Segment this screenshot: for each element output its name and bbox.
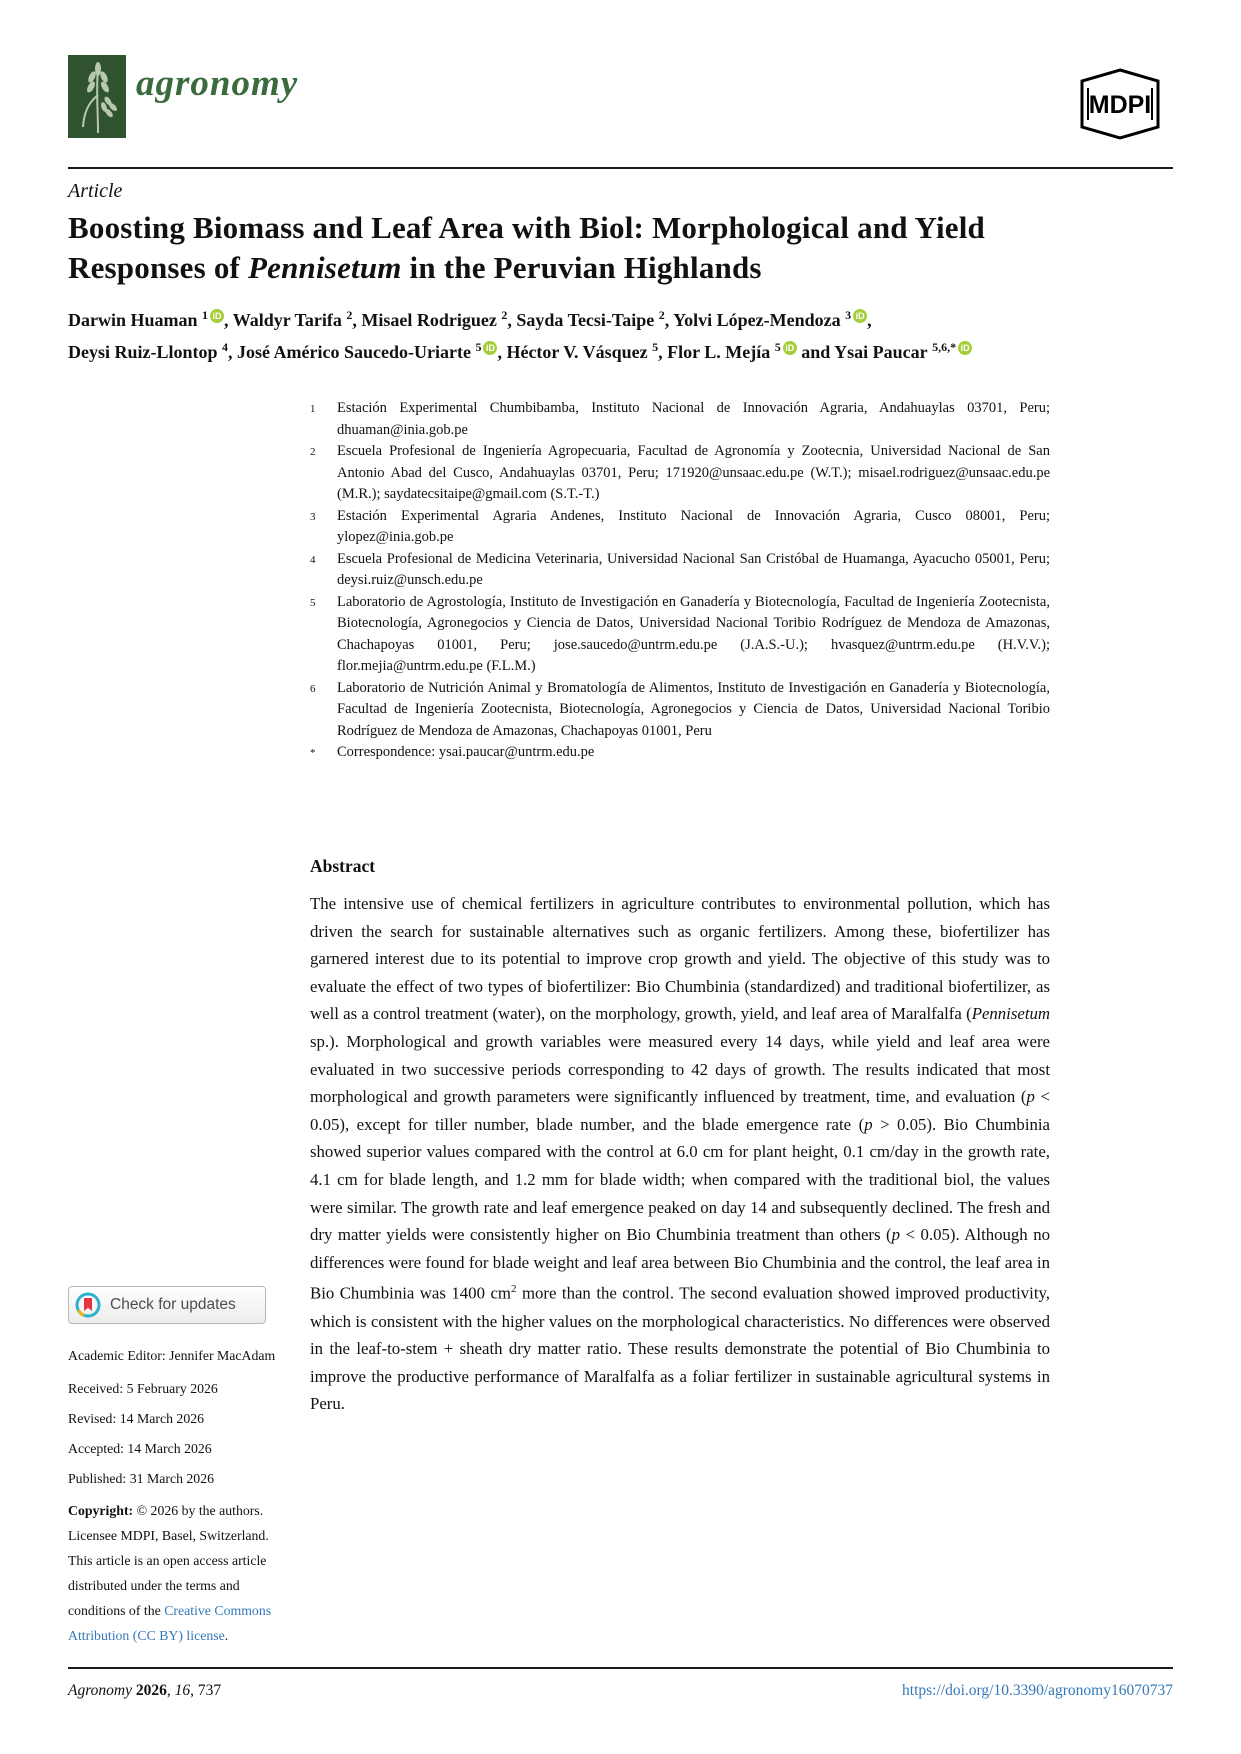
affiliation-list — [310, 398, 1050, 765]
svg-text:MDPI: MDPI — [1088, 91, 1152, 119]
author-name: Ysai Paucar $^{5,6,*}$ iD — [834, 342, 972, 362]
affiliation-number: 1 — [310, 403, 316, 415]
affiliation-number: 2 — [310, 446, 316, 458]
history-dates — [68, 1378, 282, 1489]
wheat-icon — [68, 55, 126, 138]
footer-citation: Agronomy 2026, 16, 737 — [68, 1682, 222, 1699]
author-name: Waldyr Tarifa $^2$ — [232, 308, 353, 330]
author-name: José Américo Saucedo-Uriarte $^5$ iD — [237, 342, 497, 362]
agronomy-journal-logo — [68, 55, 126, 138]
mdpi-hexagon-icon — [1066, 68, 1174, 140]
affiliation-text: Estación Experimental Agraria Andenes, Instituto Nacional de Innovación Agraria, Cusco 08001, Peru; ylopez@inia.gob.pe — [337, 507, 1050, 545]
affiliation-number: 6 — [310, 682, 316, 695]
author-name: Sayda Tecsi-Taipe $^2$ — [516, 308, 665, 330]
affiliation-text: Laboratorio de Nutrición Animal y Bromatología de Alimentos, Instituto de Investigación en Ganadería y Biotecnología, Facultad de Ingeniería Zootecnista, Biotecnología, Agronegocios y Ciencia de Datos, Universidad Nacional Toribio Rodríguez de Mendoza de Amazonas, Chachapoyas 01001, Peru — [337, 679, 1050, 739]
article-meta-sidebar — [68, 1286, 282, 1648]
academic-editor: Academic Editor: Jennifer MacAdam — [68, 1348, 276, 1363]
affiliation-number: 5 — [310, 596, 316, 609]
abstract-text: The intensive use of chemical fertilizers in agriculture contributes to environmental pollution, which has driven the search for sustainable alternatives such as organic fertilizers. Among these, biofertilizer has garnered interest due to its potential to improve crop growth and yield. The objective of this study was to evaluate the effect of two types of biofertilizer: Bio Chumbinia (standardized) and traditional biofertilizer, as well as a control treatment (water), on the morphology, growth, yield, and leaf area of Maralfalfa (Pennisetum sp.). Morphological and growth variables were measured every 14 days, while yield and leaf area were evaluated in two successive periods corresponding to 42 days of growth. The results indicated that most morphological and growth parameters were significantly influenced by treatment, time, and evaluation (p < 0.05), except for tiller number, blade number, and the blade emergence rate (p > 0.05). Bio Chumbinia showed superior values compared with the control at 6.0 cm for plant height, 0.1 cm/day in the growth rate, 4.1 cm for blade length, and 1.2 mm for blade width; when compared with the traditional biol, the values were similar. The growth rate and leaf emergence peaked on day 14 and subsequently declined. The fresh and dry matter yields were consistently higher on Bio Chumbinia treatment than others (p < 0.05). Although no differences were found for blade weight and leaf area between Bio Chumbinia and the control, the leaf area in Bio Chumbinia was 1400 $cm^2$ more than the control. The second evaluation showed improved productivity, which is consistent with the higher values on the morphological characteristics. No differences were observed in the leaf-to-stem + sheath dry matter ratio. These results demonstrate the potential of Bio Chumbinia to improve the productive performance of Maralfalfa as a foliar fertilizer in sustainable agricultural systems in Peru. — [310, 894, 1050, 1414]
crossmark-icon — [75, 1292, 101, 1318]
affiliation-text: Escuela Profesional de Ingeniería Agropecuaria, Facultad de Agronomía y Zootecnia, Universidad Nacional de San Antonio Abad del Cusco, Andahuaylas 03701, Peru; 171920@unsaac.edu.pe (W.T.); misael.rodriguez@unsaac.edu.pe (M.R.); saydatecsitaipe@gmail.com (S.T.-T.) — [337, 443, 1050, 502]
article-type-label: Article — [68, 180, 123, 202]
author-name: Héctor V. Vásquez $^5$ — [506, 340, 659, 362]
affiliation-number: * — [310, 747, 316, 759]
affiliation-text: Estación Experimental Chumbibamba, Instituto Nacional de Innovación Agraria, Andahuaylas 03701, Peru; dhuaman@inia.gob.pe — [337, 400, 1050, 438]
page-footer — [68, 1682, 1173, 1700]
affiliation-item — [310, 678, 1050, 743]
orcid-icon[interactable]: iD — [210, 309, 224, 323]
author-name: Deysi Ruiz-Llontop $^4$ — [68, 340, 229, 362]
affiliation-item — [310, 398, 1050, 441]
copyright-notice: Copyright: © 2026 by the authors. Licensee MDPI, Basel, Switzerland. This article is an open access article distributed under the terms and conditions of the Creative Commons Attribution (CC BY) license. — [68, 1503, 272, 1643]
history-date: Accepted: 14 March 2026 — [68, 1441, 212, 1456]
page-title: Boosting Biomass and Leaf Area with Biol: Morphological and Yield Responses of Pennisetum in the Peruvian Highlands — [68, 210, 985, 285]
affiliation-item — [310, 592, 1050, 678]
check-for-updates-label: Check for updates — [110, 1296, 236, 1313]
affiliation-text: Laboratorio de Agrostología, Instituto de Investigación en Ganadería y Biotecnología, Facultad de Ingeniería Zootecnista, Biotecnología, Agronegocios y Ciencia de Datos, Universidad Nacional Toribio Rodríguez de Mendoza de Amazonas, Chachapoyas 01001, Peru; jose.saucedo@untrm.edu.pe (J.A.S.-U.); hvasquez@untrm.edu.pe (H.V.V.); flor.mejia@untrm.edu.pe (F.L.M.) — [337, 593, 1050, 674]
orcid-icon[interactable]: iD — [483, 341, 497, 355]
author-name: Flor L. Mejía $^5$ iD — [667, 342, 797, 362]
license-link[interactable]: Creative Commons Attribution (CC BY) license — [68, 1603, 272, 1643]
history-date: Revised: 14 March 2026 — [68, 1411, 205, 1426]
orcid-icon[interactable]: iD — [783, 341, 797, 355]
author-list: Darwin Huaman $^1$ iD , Waldyr Tarifa $^2$, Misael Rodriguez $^2$, Sayda Tecsi-Taipe $^2$, Yolvi López-Mendoza $^3$ iD , Deysi Ruiz-Llontop $^4$, José Américo Saucedo-Uriarte $^5$ iD , Héctor V. Vásquez $^5$, Flor L. Mejía $^5$ iD and Ysai Paucar $^{5,6,*}$ iD — [68, 302, 1078, 366]
affiliation-number: 3 — [310, 510, 316, 523]
affiliation-text: Escuela Profesional de Medicina Veterinaria, Universidad Nacional San Cristóbal de Huamanga, Ayacucho 05001, Peru; deysi.ruiz@unsch.edu.pe — [337, 550, 1050, 588]
affiliation-number: 4 — [310, 553, 316, 566]
footer-divider — [68, 1667, 1173, 1669]
affiliation-item — [310, 549, 1050, 592]
affiliation-item — [310, 506, 1050, 549]
abstract-heading: Abstract — [310, 856, 376, 876]
author-name: Misael Rodriguez $^2$ — [361, 308, 508, 330]
history-date: Published: 31 March 2026 — [68, 1471, 215, 1486]
history-date: Received: 5 February 2026 — [68, 1381, 218, 1396]
affiliation-text: Correspondence: ysai.paucar@untrm.edu.pe — [337, 744, 595, 760]
header-divider — [68, 167, 1173, 169]
orcid-icon[interactable]: iD — [853, 309, 867, 323]
mdpi-logo — [1066, 68, 1174, 145]
journal-wordmark: agronomy — [136, 63, 299, 104]
author-name: Darwin Huaman $^1$ iD — [68, 310, 224, 330]
check-for-updates-button[interactable] — [68, 1286, 266, 1324]
affiliation-item — [310, 742, 1050, 765]
orcid-icon[interactable]: iD — [958, 341, 972, 355]
affiliation-item — [310, 441, 1050, 506]
author-name: Yolvi López-Mendoza $^3$ iD — [673, 310, 867, 330]
doi-link[interactable]: https://doi.org/10.3390/agronomy16070737 — [902, 1682, 1173, 1699]
